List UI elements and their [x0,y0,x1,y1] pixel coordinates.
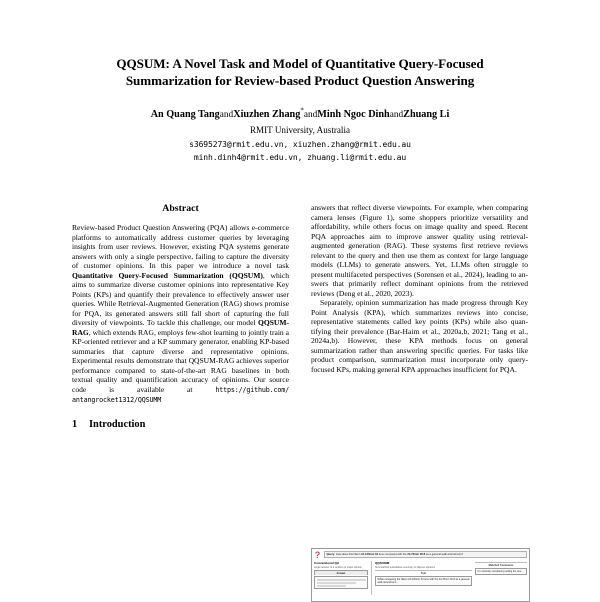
abstract-bold-model: QQSUM-RAG [72,318,289,337]
figure-query-lens-a: 24-120mm f/4 [361,552,379,556]
figure-mid-chip-body: While comparing the Nikon 24-120mm f/4 lens with the 24-70mm f/2.8 as a general walk around lens... [375,576,472,586]
intro-paragraph-1: answers that reflect diverse viewpoints. For example, when comparing camera lenses (Figure 1), some shoppers prioritize versatility and affordability, while others focus on image quality and speed. Recent PQA approaches aim to improve answer quality using retrieval-augmented generation (RAG). These systems first retrieve reviews relevant to the query and then use them as context for large language models (LLMs) to generate answers. Yet, LLMs often struggle to present multifaceted perspectives (Sorensen et al., 2024), leading to answers that primarily reflect dominant opinions from the retrieved reviews (Deng et al., 2020, 2023). [311,203,528,298]
placeholder-line [317,579,366,581]
abstract-text-a: Review-based Product Question Answering (PQA) allows e-commerce platforms to automatically address customer queries by leveraging insights from user reviews. However, existing PQA systems generate answers with only a single perspective, failing to capture the diversity of customer opinions. In this paper we introduce a novel task [72,223,289,271]
author-name-3: Minh Ngoc Dinh [317,109,390,120]
source-code-url[interactable]: https://github.com/ antangrocket1312/QQSUMM [72,385,289,405]
figure-pane-qqsum [375,561,472,595]
figure-right-chip-body: I'm routinely considering selling the one... [475,568,527,575]
author-name-1: An Quang Tang [150,109,220,120]
placeholder-line [317,585,346,587]
abstract-heading: Abstract [162,203,199,214]
right-column [311,203,528,600]
abstract-bold-task: Quantitative Query-Focused Summarization (QQSUM) [72,270,263,280]
left-column [72,203,289,600]
figure-answer-chip-body [314,576,368,589]
section-title: Introduction [89,418,146,430]
section-number: 1 [72,418,78,430]
figure-mid-subtitle: Summarized quantitative summary of diverse opinions [375,565,436,569]
figure-mid-heading: QQSUMM [375,561,390,565]
affiliation: RMIT University, Australia [249,125,351,135]
email-line-2[interactable]: minh.dinh4@rmit.edu.vn, zhuang.li@rmit.edu.au [193,152,407,162]
figure-query-text-a: How does this Nikon [335,552,362,556]
title-line-2: Summarization for Review-based Product Question Answering [125,72,475,88]
author-list [72,108,528,122]
placeholder-line [317,582,356,584]
figure-answer-chip-header: Answer [314,570,368,575]
author-footnote-marker: * [300,106,304,115]
figure-query-row [312,549,529,561]
figure-mid-chip-label: Text [375,570,472,575]
intro-paragraph-2: Separately, opinion summarization has made progress through Key Point Analysis (KPA), which summarizes reviews into concise, representative statements called key points (KPs) while also quantifying their prevalence (Bar-Haim et al., 2020a,b, 2021; Tang et al., 2024a,b). However, these KPA methods focus on general summarization rather than answering specific queries. For tasks like product comparison, summarization must incorporate only query-focused KPs, making general KPA approaches insufficient for PQA. [311,298,528,374]
author-name-4: Zhuang Li [403,109,450,120]
figure-query-label: Query: [326,552,336,556]
author-conjunction-1: and [219,110,234,120]
figure-query-lens-b: 24-70mm f/2.8 [407,552,426,556]
figure-query-box [324,551,528,559]
title-line-1: QQSUM: A Novel Task and Model of Quantitative Query-Focused [116,56,484,71]
section-heading-introduction [72,418,289,431]
author-emails [72,139,528,164]
question-mark-icon: ? [314,549,321,560]
figure-pane-conventional-qa [314,561,372,595]
author-conjunction-3: and [389,110,404,120]
abstract-text-b: , which aims to summarize diverse customer opinions into representative Key Points (KPs) and quantify their prevalence to effectively answer user queries. While Retrieval-Augmented Generation (RAG) shows promise for PQA, its generated answers still fall short of capturing the full diversity of viewpoints. To tackle this challenge, our model [72,270,289,328]
figure-1 [311,548,530,602]
figure-body [312,561,529,595]
figure-query-text-b: lens compared with the [378,552,408,556]
abstract-text-c: , which extends RAG, employs few-shot learning to jointly train a KP-oriented retriever and a KP summary generator, enabling KP-based summaries that capture diverse and representative opinions. Experimental results demonstrate that QQSUM-RAG achieves superior performance compared to state-of-the-art RAG baselines in both textual quality and quantification accuracy of opinions. Our source code is available at [72,327,289,394]
abstract-paragraph [72,223,289,406]
page-title [72,56,528,89]
figure-query-text-c: as a general walk around lens? [425,552,464,556]
figure-left-heading: Conventional QA [314,561,340,565]
body-columns [72,203,528,600]
author-conjunction-2: and [303,110,318,120]
figure-left-subtitle: single answer of a random or major opinion [314,565,362,569]
figure-pane-matched-comments [475,561,527,595]
email-line-1[interactable]: s3695273@rmit.edu.vn, xiuzhen.zhang@rmit.edu.au [189,140,411,149]
author-name-2: Xiuzhen Zhang [233,109,301,120]
figure-right-heading: Matched Comments [475,562,527,567]
